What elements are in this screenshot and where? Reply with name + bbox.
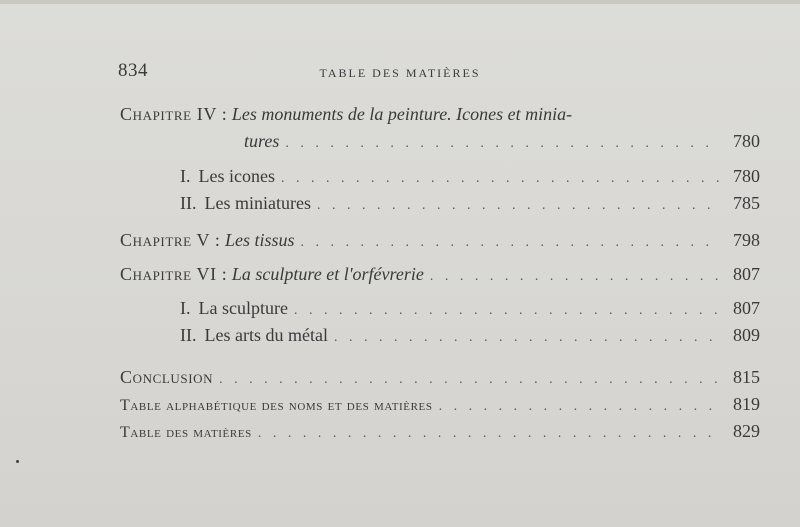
- toc-entry-index: [120, 394, 760, 415]
- dot-leader: [219, 372, 720, 388]
- page-ref: 815: [733, 367, 760, 387]
- dot-leader: [334, 330, 720, 346]
- dot-leader: [294, 303, 720, 319]
- section-title: Les miniatures: [204, 193, 311, 213]
- page-ref: 785: [733, 193, 760, 213]
- section-numeral: II.: [180, 193, 197, 213]
- page-ref: 798: [733, 230, 760, 250]
- section-title: Les icones: [198, 166, 275, 186]
- section-numeral: I.: [180, 166, 191, 186]
- chapter-label: Chapitre V :: [120, 230, 221, 250]
- toc-entry-chapter-4-line1: [120, 104, 572, 125]
- toc-entry-chapter-6: [120, 264, 760, 285]
- page-ref: 807: [733, 298, 760, 318]
- toc-entry-section: [180, 298, 760, 319]
- section-title: La sculpture: [198, 298, 288, 318]
- dot-leader: [258, 426, 720, 442]
- toc-entry-contents: [120, 421, 760, 442]
- page-ref: 780: [733, 166, 760, 186]
- page-ref: 819: [733, 394, 760, 414]
- toc-entry-section: [180, 193, 760, 214]
- page-ref: 807: [733, 264, 760, 284]
- dot-leader: [300, 235, 720, 251]
- dot-leader: [285, 136, 720, 152]
- section-numeral: II.: [180, 325, 197, 345]
- toc-entry-chapter-5: [120, 230, 760, 251]
- chapter-title: Les monuments de la peinture. Icones et minia-: [231, 104, 573, 124]
- dot-leader: [317, 198, 720, 214]
- dot-leader: [281, 171, 720, 187]
- toc-entry-section: [180, 166, 760, 187]
- dot-leader: [439, 399, 720, 415]
- chapter-title: Les tissus: [224, 230, 295, 250]
- entry-title: Table alphabétique des noms et des matières: [120, 397, 433, 414]
- dot-leader: [430, 269, 720, 285]
- toc-entry-chapter-4-line2: [244, 131, 760, 152]
- chapter-label: Chapitre IV :: [120, 104, 228, 124]
- page-top-edge: [0, 0, 800, 4]
- page-ref: 780: [733, 131, 760, 151]
- toc-entry-section: [180, 325, 760, 346]
- page-ref: 829: [733, 421, 760, 441]
- page-number: 834: [118, 60, 148, 81]
- entry-title: Table des matières: [120, 424, 252, 441]
- chapter-title: La sculpture et l'orfévrerie: [231, 264, 424, 284]
- section-title: Les arts du métal: [204, 325, 328, 345]
- page-ref: 809: [733, 325, 760, 345]
- chapter-label: Chapitre VI :: [120, 264, 228, 284]
- entry-title: Conclusion: [120, 367, 214, 387]
- section-numeral: I.: [180, 298, 191, 318]
- chapter-title-continued: tures: [244, 131, 280, 151]
- running-title: TABLE DES MATIÈRES: [319, 66, 481, 80]
- toc-entry-conclusion: [120, 367, 760, 388]
- paper-speck: [16, 460, 19, 463]
